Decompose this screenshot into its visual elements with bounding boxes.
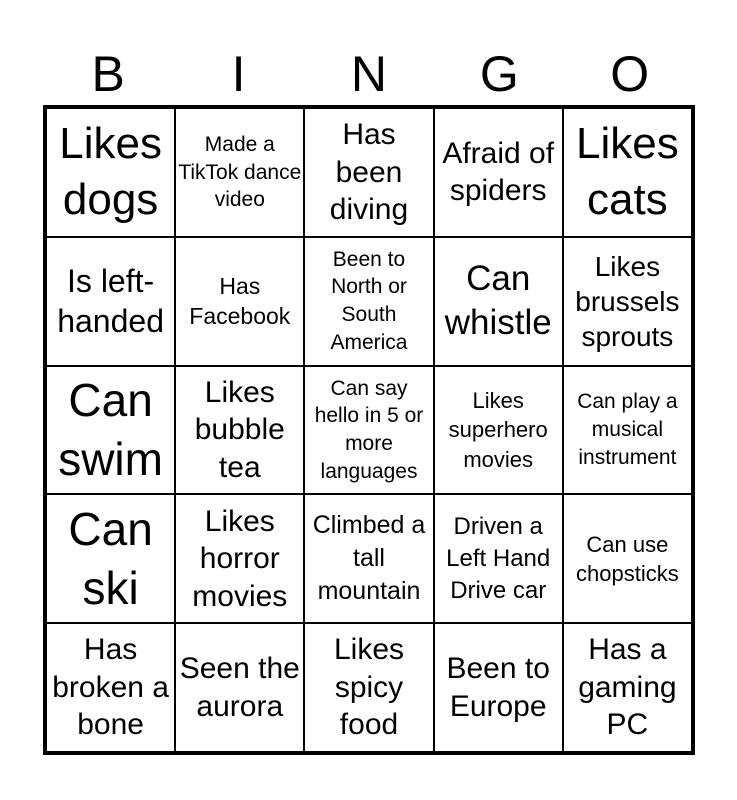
bingo-cell-text: Can swim <box>58 374 163 485</box>
bingo-cell-text: Been to Europe <box>446 652 550 723</box>
bingo-cell-text: Likes cats <box>576 119 679 225</box>
bingo-cell-text: Climbed a tall mountain <box>312 511 426 606</box>
bingo-cell-text: Likes spicy food <box>333 633 405 742</box>
header-letter: G <box>479 46 519 102</box>
bingo-cell-text: Seen the aurora <box>179 652 300 723</box>
bingo-cell-text: Has been diving <box>329 118 409 227</box>
bingo-cell[interactable] <box>46 366 175 495</box>
bingo-cell-text: Can play a musical instrument <box>577 390 678 469</box>
bingo-cell[interactable] <box>434 494 563 623</box>
bingo-cell[interactable] <box>563 623 692 752</box>
bingo-cell[interactable] <box>175 494 304 623</box>
header-letter: N <box>350 46 388 102</box>
bingo-cell-text: Afraid of spiders <box>442 136 555 208</box>
bingo-cell[interactable] <box>46 237 175 366</box>
bingo-cell[interactable] <box>304 494 433 623</box>
bingo-grid <box>43 105 695 755</box>
bingo-cell[interactable] <box>175 366 304 495</box>
bingo-cell-text: Can use chopsticks <box>576 531 679 586</box>
bingo-cell[interactable] <box>175 108 304 237</box>
bingo-cell-text: Made a TikTok dance video <box>178 132 302 212</box>
bingo-cell[interactable] <box>304 237 433 366</box>
bingo-cell-text: Has Facebook <box>189 272 291 330</box>
header-letter: B <box>91 46 125 102</box>
bingo-cell-text: Is left-handed <box>57 263 164 340</box>
bingo-cell-text: Likes brussels sprouts <box>575 250 680 352</box>
bingo-cell[interactable] <box>434 108 563 237</box>
bingo-cell[interactable] <box>434 237 563 366</box>
bingo-cell[interactable] <box>434 366 563 495</box>
header-letter: I <box>231 46 246 102</box>
bingo-cell[interactable] <box>304 108 433 237</box>
bingo-cell-text: Has broken a bone <box>52 633 169 742</box>
bingo-cell[interactable] <box>563 366 692 495</box>
bingo-cell[interactable] <box>46 623 175 752</box>
bingo-cell[interactable] <box>563 108 692 237</box>
bingo-cell-text: Can whistle <box>444 259 552 343</box>
bingo-cell[interactable] <box>46 108 175 237</box>
bingo-cell[interactable] <box>563 237 692 366</box>
bingo-cell[interactable] <box>563 494 692 623</box>
bingo-cell[interactable] <box>304 623 433 752</box>
bingo-cell-text: Likes horror movies <box>192 504 288 613</box>
bingo-cell-text: Likes superhero movies <box>448 388 548 472</box>
bingo-cell[interactable] <box>175 623 304 752</box>
bingo-cell-text: Can say hello in 5 or more languages <box>314 376 424 483</box>
bingo-cell-text: Driven a Left Hand Drive car <box>446 513 551 604</box>
bingo-cell[interactable] <box>434 623 563 752</box>
bingo-cell[interactable] <box>46 494 175 623</box>
bingo-cell-text: Likes dogs <box>59 119 162 225</box>
bingo-cell[interactable] <box>175 237 304 366</box>
bingo-cell-text: Has a gaming PC <box>578 633 677 742</box>
bingo-cell[interactable] <box>304 366 433 495</box>
bingo-cell-text: Likes bubble tea <box>194 375 285 484</box>
bingo-cell-text: Can ski <box>68 502 153 614</box>
bingo-header <box>43 44 695 104</box>
bingo-cell-text: Been to North or South America <box>330 247 408 354</box>
header-letter: O <box>610 46 650 102</box>
